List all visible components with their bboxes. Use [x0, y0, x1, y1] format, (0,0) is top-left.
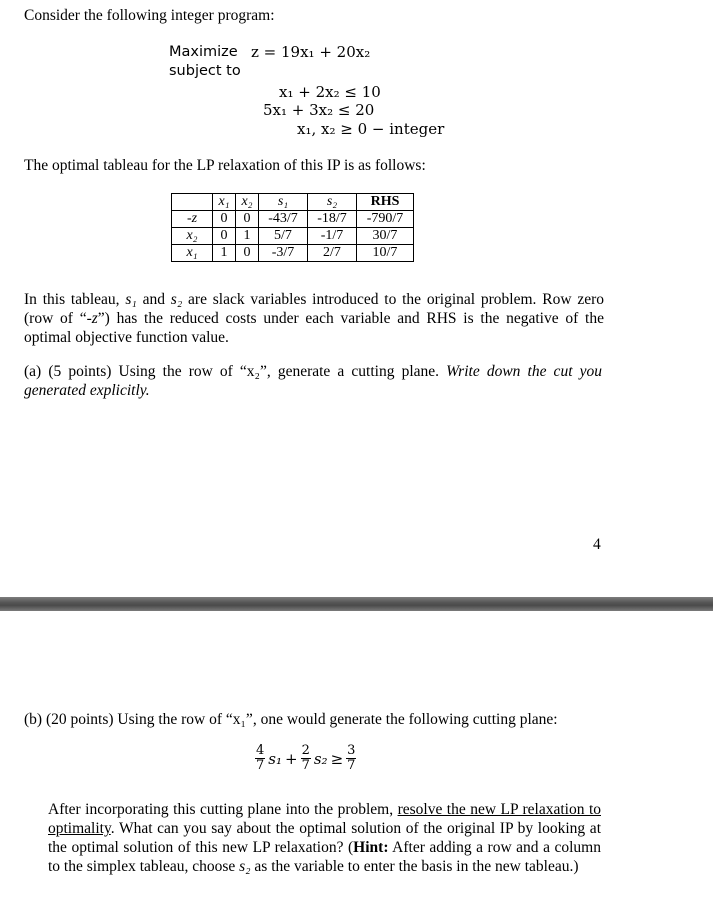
numerator: 2 [301, 743, 310, 758]
tableau-intro: The optimal tableau for the LP relaxation of this IP is as follows: [24, 157, 426, 174]
tableau-header-rhs: RHS [357, 194, 414, 211]
tableau-header-x2: x₂ [236, 194, 259, 211]
row-label: x₁ [172, 245, 213, 262]
simplex-tableau [171, 193, 414, 262]
text: After incorporating this cutting plane into the problem, [48, 801, 398, 818]
text: and [136, 291, 171, 308]
row-label: x₂ [172, 228, 213, 245]
text: as the variable to enter the basis in the new tableau.) [250, 858, 579, 875]
tableau-explanation [24, 290, 604, 347]
denominator: 7 [301, 758, 310, 773]
cell: 5/7 [259, 228, 308, 245]
fraction [346, 744, 356, 773]
part-b-question: (b) (20 points) Using the row of “x₁”, one would generate the following cutting plane: [24, 711, 558, 728]
denominator: 7 [347, 758, 356, 773]
var-s2: s₂ [170, 291, 183, 308]
cell: -18/7 [308, 211, 357, 228]
numerator: 3 [347, 743, 356, 758]
cell: 30/7 [357, 228, 414, 245]
part-a-question [24, 362, 602, 400]
var-s2: s₂ [313, 749, 328, 768]
numerator: 4 [256, 743, 265, 758]
cutting-plane-formula [255, 744, 356, 773]
tableau-row-x1 [172, 245, 414, 262]
plus-sign: + [285, 749, 298, 768]
part-a-italic: Write down the cut you generated explicitly. [24, 363, 602, 399]
tableau-header-row [172, 194, 414, 211]
cell: -3/7 [259, 245, 308, 262]
var-s2: s₂ [239, 858, 251, 875]
cell: 0 [213, 228, 236, 245]
hint-label: Hint: [353, 839, 389, 856]
geq-sign: ≥ [330, 749, 344, 768]
cell: 10/7 [357, 245, 414, 262]
row-label: -z [172, 211, 213, 228]
cell: -43/7 [259, 211, 308, 228]
cell: -1/7 [308, 228, 357, 245]
page-divider [0, 597, 713, 611]
cell: -790/7 [357, 211, 414, 228]
cell: 1 [213, 245, 236, 262]
page-number: 4 [593, 536, 601, 553]
text: . What can you say about the optimal solution of the original IP by looking at the optimal solution of this new LP relaxation? ( [48, 820, 601, 856]
tableau-header-s1: s₁ [259, 194, 308, 211]
cell: 0 [236, 245, 259, 262]
tableau-header-s2: s₂ [308, 194, 357, 211]
maximize-label: Maximize [169, 44, 238, 60]
subject-to-label: subject to [169, 63, 241, 79]
tableau-row-x2 [172, 228, 414, 245]
cell: 0 [213, 211, 236, 228]
text: In this tableau, [24, 291, 126, 308]
text: are slack variables introduced to the original problem. Row zero (row of “ [24, 291, 604, 327]
cell: 0 [236, 211, 259, 228]
constraint-1: x₁ + 2x₂ ≤ 10 [279, 83, 381, 101]
text: ”) has the reduced costs under each variable and RHS is the negative of the optimal objective function value. [24, 310, 604, 346]
fraction [255, 744, 265, 773]
fraction [301, 744, 311, 773]
nonnegativity-constraint: x₁, x₂ ≥ 0 − integer [297, 120, 445, 138]
tableau-header-blank [172, 194, 213, 211]
text: After adding a row and a column to the simplex tableau, choose [48, 839, 601, 875]
tableau-header-x1: x₁ [213, 194, 236, 211]
objective-function: z = 19x₁ + 20x₂ [251, 43, 371, 61]
var-neg-z: -z [86, 310, 98, 327]
underlined-text: resolve the new LP relaxation to optimality [48, 801, 601, 837]
denominator: 7 [256, 758, 265, 773]
part-b-instructions [48, 800, 601, 876]
cell: 2/7 [308, 245, 357, 262]
part-a-lead: (a) (5 points) Using the row of “x₂”, generate a cutting plane. [24, 363, 447, 380]
var-s1: s₁ [268, 749, 282, 768]
cell: 1 [236, 228, 259, 245]
var-s1: s₁ [125, 291, 137, 308]
intro-text: Consider the following integer program: [24, 7, 275, 24]
constraint-2: 5x₁ + 3x₂ ≤ 20 [263, 101, 375, 119]
tableau-row-z [172, 211, 414, 228]
